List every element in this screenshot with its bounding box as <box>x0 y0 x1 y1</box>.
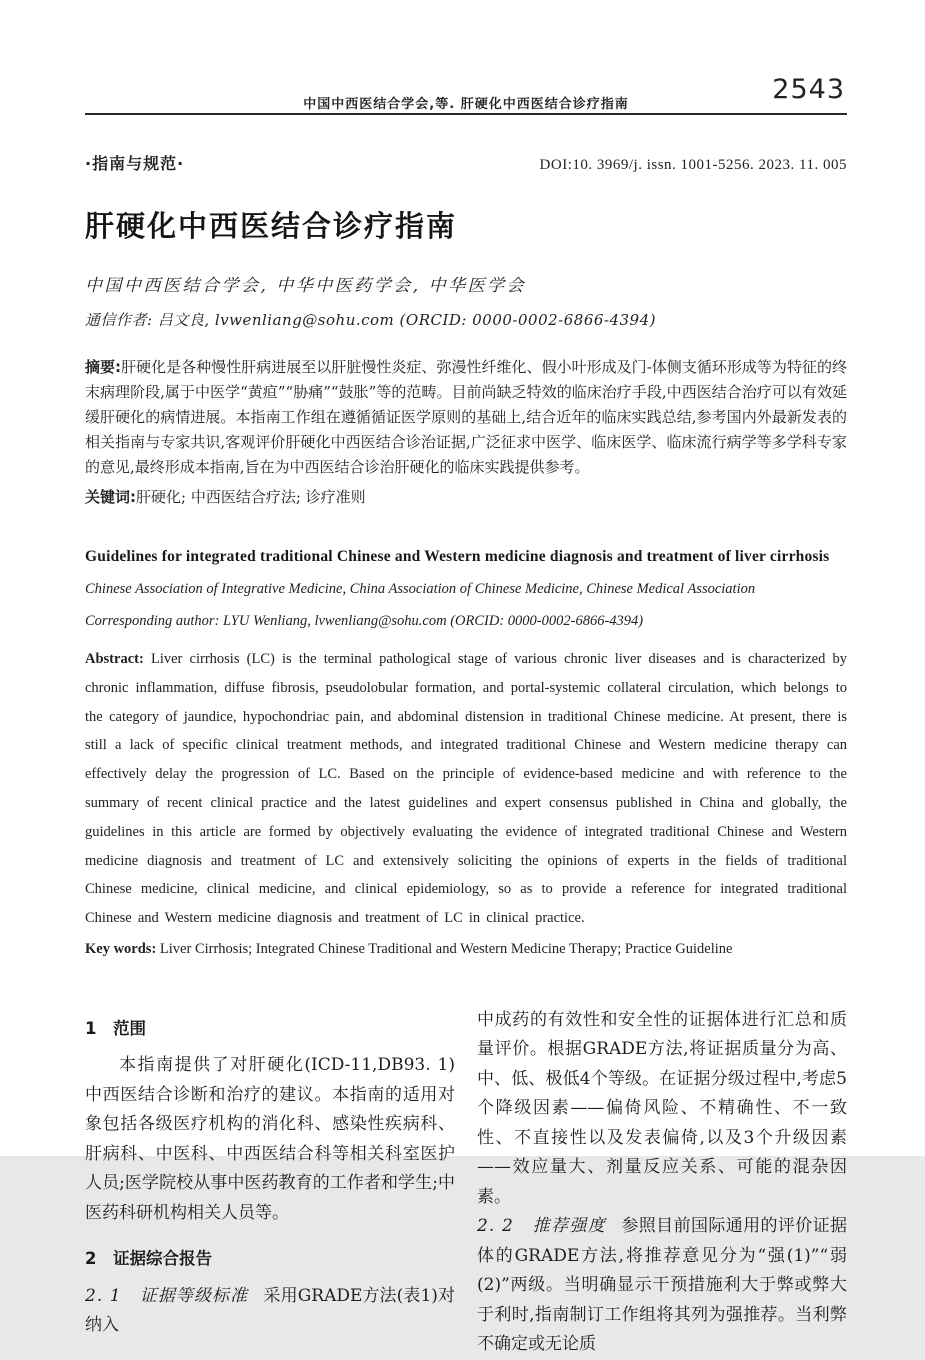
column-label: ·指南与规范· <box>85 154 185 173</box>
keywords-en <box>85 935 847 964</box>
section-1-paragraph: 本指南提供了对肝硬化(ICD-11,DB93. 1)中西医结合诊断和治疗的建议。本指南的适用对象包括各级医疗机构的消化科、感染性疾病科、肝病科、中医科、中西医结合科等相关科室医护人员;医学院校从事中医药教育的工作者和学生;中医药科研机构相关人员等。 <box>85 1055 455 1223</box>
guide-row <box>85 151 847 174</box>
abstract-label-en: Abstract: <box>85 651 144 667</box>
header-rule <box>85 113 847 115</box>
page-header <box>85 0 847 113</box>
right-column-paragraph: 中成药的有效性和安全性的证据体进行汇总和质量评价。根据GRADE方法,将证据质量分为高、中、低、极低4个等级。在证据分级过程中,考虑5个降级因素——偏倚风险、不精确性、不一致性、不直接性以及发表偏倚,以及3个升级因素——效应量大、剂量反应关系、可能的混杂因素。 <box>477 1009 847 1207</box>
section-2-2-label: 2. 2 推荐强度 <box>477 1216 607 1237</box>
section-1-heading: 1 范围 <box>85 1018 146 1038</box>
section-2-1-label: 2. 1 证据等级标准 <box>85 1285 249 1306</box>
section-2-heading: 2 证据综合报告 <box>85 1249 212 1269</box>
abstract-zh <box>85 355 847 480</box>
english-front-matter <box>85 548 847 964</box>
section-2-1-paragraph <box>85 1282 455 1341</box>
running-head: 中国中西医结合学会,等. 肝硬化中西医结合诊疗指南 <box>303 97 629 112</box>
corresponding-author-en: Corresponding author: LYU Wenliang, lvwenliang@sohu.com (ORCID: 0000-0002-6866-4394) <box>85 613 644 629</box>
section-2-1-text: 采用GRADE方法(表1)对纳入 <box>85 1285 455 1336</box>
section-2-2-text: 参照目前国际通用的评价证据体的GRADE方法,将推荐意见分为“强(1)”“弱(2)”两级。当明确显示干预措施利大于弊或弊大于利时,指南制订工作组将其列为强推荐。当利弊不确定或无论质 <box>477 1216 848 1355</box>
section-2-2-paragraph <box>477 1212 847 1360</box>
authors-en: Chinese Association of Integrative Medicine, China Association of Chinese Medicine, Chinese Medical Association <box>85 581 756 597</box>
keywords-text-zh: 肝硬化; 中西医结合疗法; 诊疗准则 <box>136 488 366 506</box>
article-title-en: Guidelines for integrated traditional Chinese and Western medicine diagnosis and treatment of liver cirrhosis <box>85 548 830 565</box>
keywords-zh <box>85 485 847 510</box>
body-right-column <box>477 1006 847 1360</box>
abstract-text-en: Liver cirrhosis (LC) is the terminal pathological stage of various chronic liver diseases and is characterized by chronic inflammation, diffuse fibrosis, pseudolobular formation, and portal-systemic collateral circulation, which belongs to the category of jaundice, hypochondriac pain, and abdominal distension in traditional Chinese medicine. At present, there is still a lack of specific clinical treatment methods, and integrated traditional Chinese and Western medicine therapy can effectively delay the progression of LC. Based on the principle of evidence-based medicine and with reference to the summary of recent clinical practice and the latest guidelines and expert consensus published in China and globally, the guidelines in this article are formed by objectively evaluating the evidence of integrated traditional Chinese and Western medicine diagnosis and treatment of LC and extensively soliciting the opinions of experts in the fields of traditional Chinese medicine, clinical medicine, and clinical epidemiology, so as to provide a reference for integrated traditional Chinese and Western medicine diagnosis and treatment of LC in clinical practice. <box>85 651 848 927</box>
doi: DOI:10. 3969/j. issn. 1001-5256. 2023. 11. 005 <box>539 157 847 173</box>
abstract-text-zh: 肝硬化是各种慢性肝病进展至以肝脏慢性炎症、弥漫性纤维化、假小叶形成及门-体侧支循环形成等为特征的终末病理阶段,属于中医学“黄疸”“胁痛”“鼓胀”等的范畴。目前尚缺乏特效的临床治疗手段,中西医结合治疗可以有效延缓肝硬化的病情进展。本指南工作组在遵循循证医学原则的基础上,结合近年的临床实践总结,参考国内外最新发表的相关指南与专家共识,客观评价肝硬化中西医结合诊治证据,广泛征求中医学、临床医学、临床流行病学等多学科专家的意见,最终形成本指南,旨在为中西医结合诊治肝硬化的临床实践提供参考。 <box>85 358 848 476</box>
corresponding-author-zh: 通信作者: 吕文良, lvwenliang@sohu.com (ORCID: 0000-0002-6866-4394) <box>85 311 656 329</box>
article-title-zh: 肝硬化中西医结合诊疗指南 <box>85 209 458 243</box>
page-number: 2543 <box>772 74 845 105</box>
abstract-label-zh: 摘要: <box>85 358 122 376</box>
body-left-column <box>85 1006 455 1360</box>
keywords-label-zh: 关键词: <box>85 488 136 506</box>
page-content <box>85 0 847 1360</box>
abstract-en <box>85 645 847 933</box>
body-columns <box>85 1006 847 1360</box>
keywords-label-en: Key words: <box>85 940 157 957</box>
authors-zh: 中国中西医结合学会, 中华中医药学会, 中华医学会 <box>85 276 527 296</box>
keywords-text-en: Liver Cirrhosis; Integrated Chinese Traditional and Western Medicine Therapy; Practice Guideline <box>159 940 733 957</box>
